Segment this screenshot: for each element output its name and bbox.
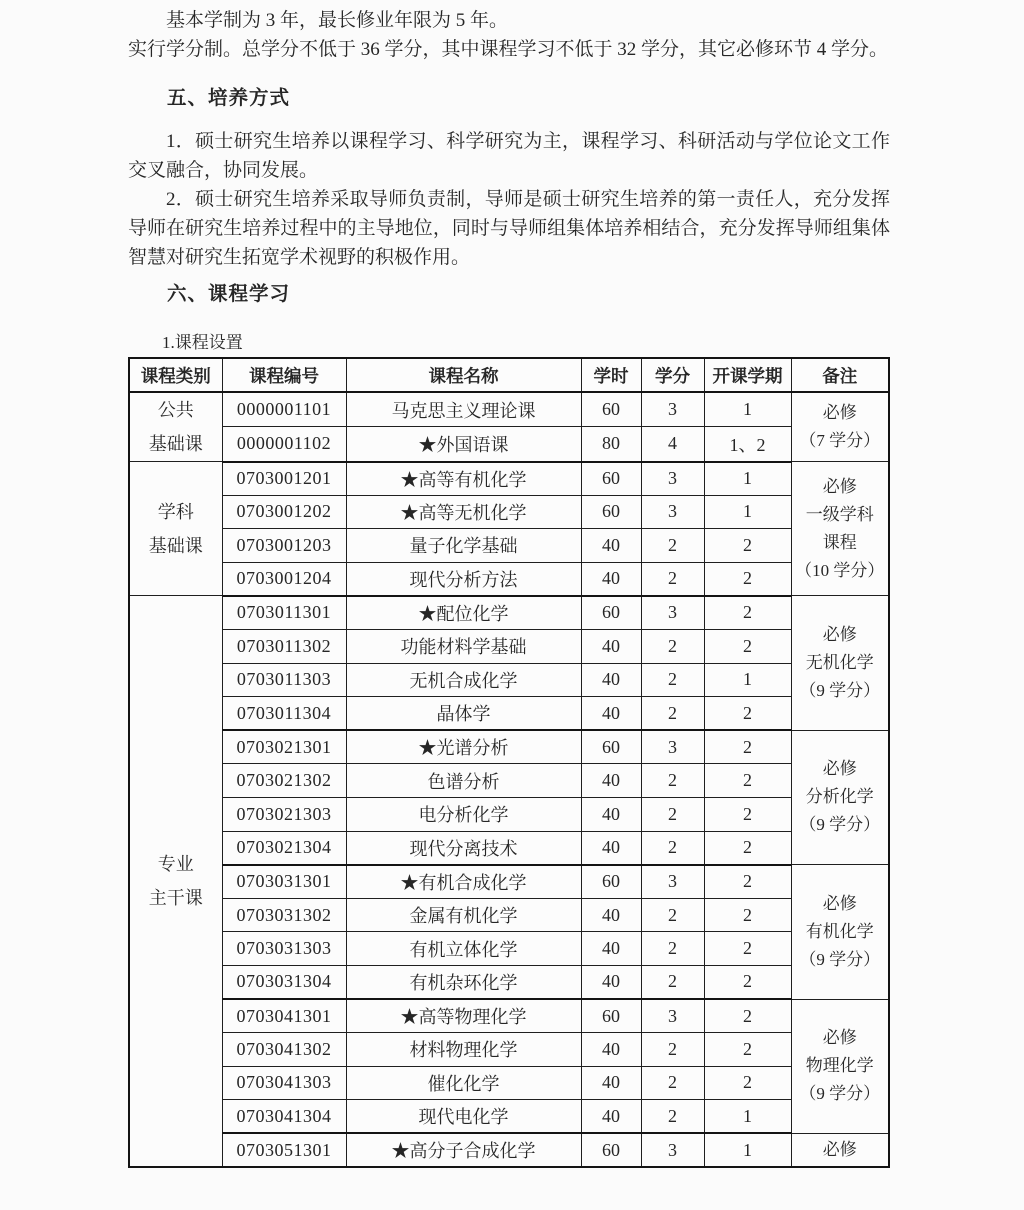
hours-cell: 40 — [581, 797, 641, 831]
course-setup-subtitle: 1.课程设置 — [162, 333, 243, 352]
name-cell: 功能材料学基础 — [346, 629, 581, 663]
name-cell: 有机杂环化学 — [346, 965, 581, 999]
section-heading-course-study: 六、课程学习 — [167, 284, 291, 305]
course-row — [129, 663, 889, 697]
name-cell: 现代分离技术 — [346, 831, 581, 865]
semester-cell: 1 — [704, 495, 791, 529]
semester-cell: 2 — [704, 865, 791, 899]
name-cell: ★外国语课 — [346, 427, 581, 462]
note-line: （9 学分） — [799, 815, 881, 835]
column-header-credits: 学分 — [641, 358, 704, 392]
hours-cell: 40 — [581, 1100, 641, 1134]
course-row — [129, 999, 889, 1033]
hours-cell: 40 — [581, 932, 641, 966]
note-cell — [791, 999, 889, 1133]
credits-cell: 3 — [641, 462, 704, 496]
course-row — [129, 1133, 889, 1167]
semester-cell: 2 — [704, 932, 791, 966]
hours-cell: 60 — [581, 730, 641, 764]
code-cell: 0000001102 — [222, 427, 346, 462]
name-cell: 晶体学 — [346, 697, 581, 731]
category-cell — [129, 596, 222, 1167]
page-content — [128, 0, 890, 1168]
name-cell: 无机合成化学 — [346, 663, 581, 697]
course-row — [129, 462, 889, 496]
column-header-category: 课程类别 — [129, 358, 222, 392]
table-header-row — [129, 358, 889, 392]
hours-cell: 60 — [581, 999, 641, 1033]
course-row — [129, 730, 889, 764]
name-cell: ★高分子合成化学 — [346, 1133, 581, 1167]
semester-cell: 1 — [704, 1100, 791, 1134]
code-cell: 0703041304 — [222, 1100, 346, 1134]
credits-cell: 2 — [641, 663, 704, 697]
credits-cell: 3 — [641, 730, 704, 764]
course-row — [129, 529, 889, 563]
hours-cell: 40 — [581, 1033, 641, 1067]
credits-cell: 3 — [641, 1133, 704, 1167]
column-header-note: 备注 — [791, 358, 889, 392]
note-line: 必修 — [822, 476, 857, 496]
credits-cell: 2 — [641, 1100, 704, 1134]
hours-cell: 60 — [581, 1133, 641, 1167]
credits-cell: 2 — [641, 898, 704, 932]
name-cell: 有机立体化学 — [346, 932, 581, 966]
course-row — [129, 629, 889, 663]
course-row — [129, 965, 889, 999]
note-line: 课程 — [822, 532, 857, 552]
hours-cell: 60 — [581, 596, 641, 630]
note-line: 必修 — [822, 403, 857, 422]
course-table — [128, 357, 890, 1168]
semester-cell: 2 — [704, 697, 791, 731]
category-label-line: 基础课 — [148, 434, 203, 454]
category-label-line: 基础课 — [148, 535, 203, 556]
code-cell: 0703051301 — [222, 1133, 346, 1167]
code-cell: 0000001101 — [222, 392, 346, 427]
credits-cell: 3 — [641, 999, 704, 1033]
note-cell — [791, 1133, 889, 1167]
note-line: 一级学科 — [805, 504, 874, 524]
credits-cell: 4 — [641, 427, 704, 462]
credits-cell: 3 — [641, 865, 704, 899]
course-row — [129, 562, 889, 596]
name-cell: ★高等无机化学 — [346, 495, 581, 529]
code-cell: 0703031304 — [222, 965, 346, 999]
course-row — [129, 932, 889, 966]
note-cell — [791, 730, 889, 864]
hours-cell: 40 — [581, 898, 641, 932]
section-heading-training-method: 五、培养方式 — [167, 88, 291, 109]
name-cell: ★高等物理化学 — [346, 999, 581, 1033]
column-header-name: 课程名称 — [346, 358, 581, 392]
course-row — [129, 495, 889, 529]
course-row — [129, 764, 889, 798]
hours-cell: 40 — [581, 697, 641, 731]
hours-cell: 40 — [581, 1066, 641, 1100]
code-cell: 0703001201 — [222, 462, 346, 496]
category-label-line: 专业 — [157, 854, 194, 875]
code-cell: 0703041302 — [222, 1033, 346, 1067]
note-line: （10 学分） — [795, 560, 885, 580]
course-row — [129, 1066, 889, 1100]
semester-cell: 2 — [704, 831, 791, 865]
hours-cell: 40 — [581, 629, 641, 663]
note-line: 无机化学 — [805, 653, 874, 673]
note-line: 必修 — [822, 625, 857, 645]
name-cell: 现代电化学 — [346, 1100, 581, 1134]
name-cell: 金属有机化学 — [346, 898, 581, 932]
name-cell: 量子化学基础 — [346, 529, 581, 563]
course-row — [129, 697, 889, 731]
course-row — [129, 392, 889, 427]
semester-cell: 2 — [704, 965, 791, 999]
hours-cell: 40 — [581, 562, 641, 596]
credits-cell: 2 — [641, 932, 704, 966]
name-cell: ★光谱分析 — [346, 730, 581, 764]
credits-cell: 2 — [641, 529, 704, 563]
hours-cell: 40 — [581, 663, 641, 697]
credits-cell: 3 — [641, 596, 704, 630]
training-paragraph-2: 2．硕士研究生培养采取导师负责制，导师是硕士研究生培养的第一责任人，充分发挥导师在研究生培养过程中的主导地位，同时与导师组集体培养相结合，充分发挥导师组集体智慧对研究生拓宽学术视野的积极作用。 — [128, 189, 890, 268]
semester-cell: 1 — [704, 1133, 791, 1167]
name-cell: ★有机合成化学 — [346, 865, 581, 899]
credits-cell: 3 — [641, 392, 704, 427]
code-cell: 0703021304 — [222, 831, 346, 865]
category-cell — [129, 462, 222, 596]
semester-cell: 1 — [704, 392, 791, 427]
code-cell: 0703041301 — [222, 999, 346, 1033]
credits-cell: 2 — [641, 831, 704, 865]
credits-cell: 3 — [641, 495, 704, 529]
note-line: 物理化学 — [805, 1056, 874, 1076]
hours-cell: 60 — [581, 865, 641, 899]
note-cell — [791, 392, 889, 462]
column-header-semester: 开课学期 — [704, 358, 791, 392]
code-cell: 0703001203 — [222, 529, 346, 563]
credits-cell: 2 — [641, 697, 704, 731]
course-row — [129, 596, 889, 630]
note-line: 必修 — [822, 1028, 857, 1048]
name-cell: 电分析化学 — [346, 797, 581, 831]
name-cell: 催化化学 — [346, 1066, 581, 1100]
semester-cell: 2 — [704, 898, 791, 932]
credits-cell: 2 — [641, 562, 704, 596]
semester-cell: 2 — [704, 529, 791, 563]
note-line: 分析化学 — [805, 787, 874, 807]
code-cell: 0703021303 — [222, 797, 346, 831]
name-cell: 马克思主义理论课 — [346, 392, 581, 427]
code-cell: 0703021302 — [222, 764, 346, 798]
column-header-code: 课程编号 — [222, 358, 346, 392]
course-row — [129, 797, 889, 831]
hours-cell: 60 — [581, 462, 641, 496]
credits-cell: 2 — [641, 629, 704, 663]
credits-cell: 2 — [641, 965, 704, 999]
code-cell: 0703011301 — [222, 596, 346, 630]
note-line: （7 学分） — [799, 431, 881, 450]
semester-cell: 2 — [704, 1033, 791, 1067]
name-cell: 现代分析方法 — [346, 562, 581, 596]
intro-line-1: 基本学制为 3 年，最长修业年限为 5 年。 — [166, 10, 509, 31]
semester-cell: 1 — [704, 663, 791, 697]
hours-cell: 40 — [581, 831, 641, 865]
category-label-line: 公共 — [157, 400, 194, 420]
code-cell: 0703011303 — [222, 663, 346, 697]
semester-cell: 1 — [704, 462, 791, 496]
name-cell: ★高等有机化学 — [346, 462, 581, 496]
code-cell: 0703011302 — [222, 629, 346, 663]
code-cell: 0703041303 — [222, 1066, 346, 1100]
column-header-hours: 学时 — [581, 358, 641, 392]
semester-cell: 2 — [704, 764, 791, 798]
credits-cell: 2 — [641, 764, 704, 798]
name-cell: 材料物理化学 — [346, 1033, 581, 1067]
course-table-body — [129, 392, 889, 1167]
note-line: 必修 — [822, 759, 857, 779]
semester-cell: 2 — [704, 797, 791, 831]
code-cell: 0703031302 — [222, 898, 346, 932]
semester-cell: 2 — [704, 596, 791, 630]
code-cell: 0703021301 — [222, 730, 346, 764]
course-row — [129, 831, 889, 865]
credits-cell: 2 — [641, 797, 704, 831]
credits-cell: 2 — [641, 1066, 704, 1100]
course-row — [129, 898, 889, 932]
credits-cell: 2 — [641, 1033, 704, 1067]
category-label-line: 主干课 — [148, 888, 203, 909]
course-row — [129, 865, 889, 899]
semester-cell: 2 — [704, 562, 791, 596]
intro-line-2: 实行学分制。总学分不低于 36 学分，其中课程学习不低于 32 学分，其它必修环节 4 学分。 — [128, 39, 889, 60]
course-row — [129, 427, 889, 462]
note-line: 必修 — [822, 893, 857, 913]
category-cell — [129, 392, 222, 462]
note-line: （9 学分） — [799, 681, 881, 701]
hours-cell: 40 — [581, 764, 641, 798]
semester-cell: 2 — [704, 999, 791, 1033]
name-cell: ★配位化学 — [346, 596, 581, 630]
note-cell — [791, 865, 889, 999]
note-line: 有机化学 — [805, 921, 874, 941]
code-cell: 0703031301 — [222, 865, 346, 899]
semester-cell: 2 — [704, 1066, 791, 1100]
course-table-head — [129, 358, 889, 392]
category-label-line: 学科 — [157, 501, 194, 522]
code-cell: 0703001204 — [222, 562, 346, 596]
note-cell — [791, 462, 889, 596]
note-cell — [791, 596, 889, 730]
code-cell: 0703031303 — [222, 932, 346, 966]
note-line: （9 学分） — [799, 1084, 881, 1104]
hours-cell: 60 — [581, 392, 641, 427]
hours-cell: 60 — [581, 495, 641, 529]
course-row — [129, 1100, 889, 1134]
training-paragraph-1: 1．硕士研究生培养以课程学习、科学研究为主，课程学习、科研活动与学位论文工作交叉融合，协同发展。 — [128, 131, 890, 181]
semester-cell: 2 — [704, 629, 791, 663]
code-cell: 0703001202 — [222, 495, 346, 529]
hours-cell: 80 — [581, 427, 641, 462]
note-line: （9 学分） — [799, 949, 881, 969]
semester-cell: 2 — [704, 730, 791, 764]
hours-cell: 40 — [581, 965, 641, 999]
name-cell: 色谱分析 — [346, 764, 581, 798]
course-row — [129, 1033, 889, 1067]
semester-cell: 1、2 — [704, 427, 791, 462]
hours-cell: 40 — [581, 529, 641, 563]
code-cell: 0703011304 — [222, 697, 346, 731]
note-line: 必修 — [822, 1139, 857, 1159]
